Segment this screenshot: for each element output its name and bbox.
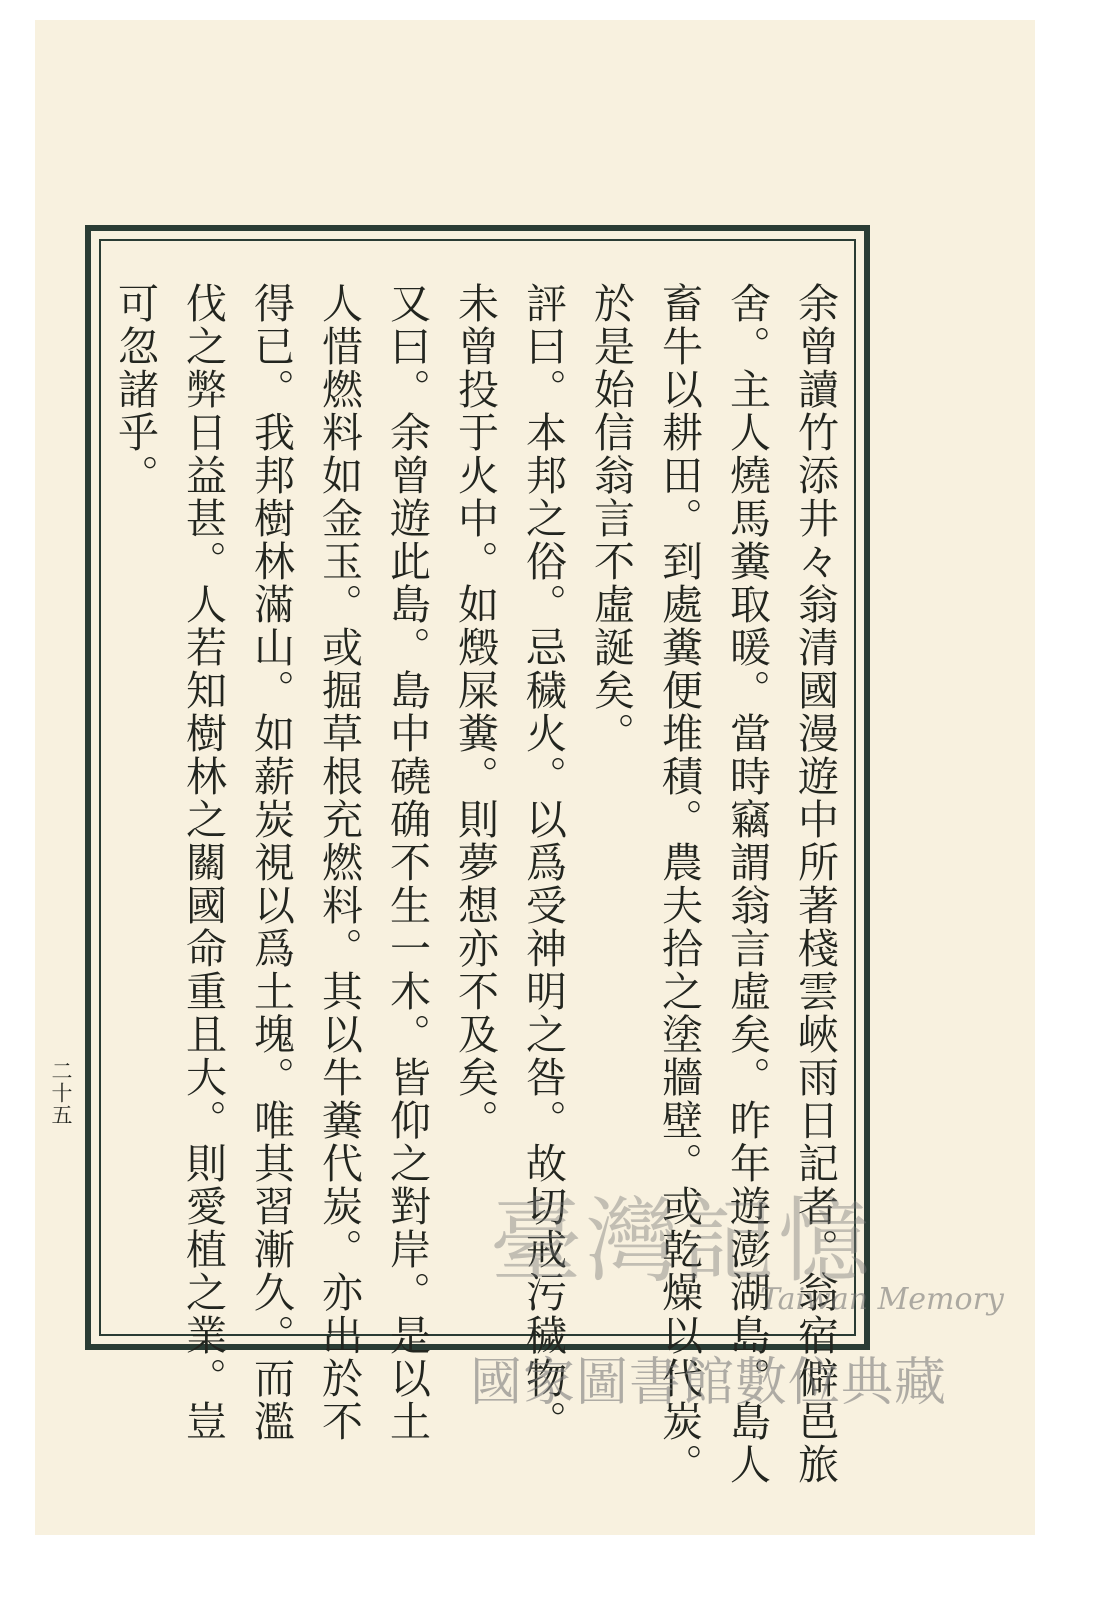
page-number: 二十五 (49, 1060, 73, 1126)
text-column-4: 於是始信翁言不虛誕矣。 (587, 282, 635, 755)
text-column-8: 人惜燃料如金玉。或掘草根充燃料。其以牛糞代炭。亦出於不 (315, 282, 363, 1443)
watermark-logo: 臺灣記憶 (490, 1188, 875, 1295)
text-column-1: 余曾讀竹添井々翁清國漫遊中所著棧雲峽雨日記者。翁宿僻邑旅 (791, 282, 839, 1486)
text-column-5: 評曰。本邦之俗。忌穢火。以爲受神明之咎。故切戒污穢物。 (519, 282, 567, 1443)
text-column-3: 畜牛以耕田。到處糞便堆積。農夫拾之塗牆壁。或乾燥以代炭。 (655, 282, 703, 1486)
text-column-11: 可忽諸乎。 (111, 282, 159, 497)
text-column-9: 得已。我邦樹林滿山。如薪炭視以爲土塊。唯其習漸久。而濫 (247, 282, 295, 1443)
text-column-7: 又曰。余曾遊此島。島中磽确不生一木。皆仰之對岸。是以土 (383, 282, 431, 1443)
text-column-10: 伐之弊日益甚。人若知樹林之關國命重且大。則愛植之業。豈 (179, 282, 227, 1443)
text-column-2: 舍。主人燒馬糞取暖。當時竊謂翁言虛矣。昨年遊澎湖島。島人 (723, 282, 771, 1486)
text-column-6: 未曾投于火中。如燬屎糞。則夢想亦不及矣。 (451, 282, 499, 1142)
watermark-organization: 國家圖書館數位典藏 (470, 1353, 948, 1413)
watermark-subtitle: Taiwan Memory (760, 1282, 1004, 1317)
